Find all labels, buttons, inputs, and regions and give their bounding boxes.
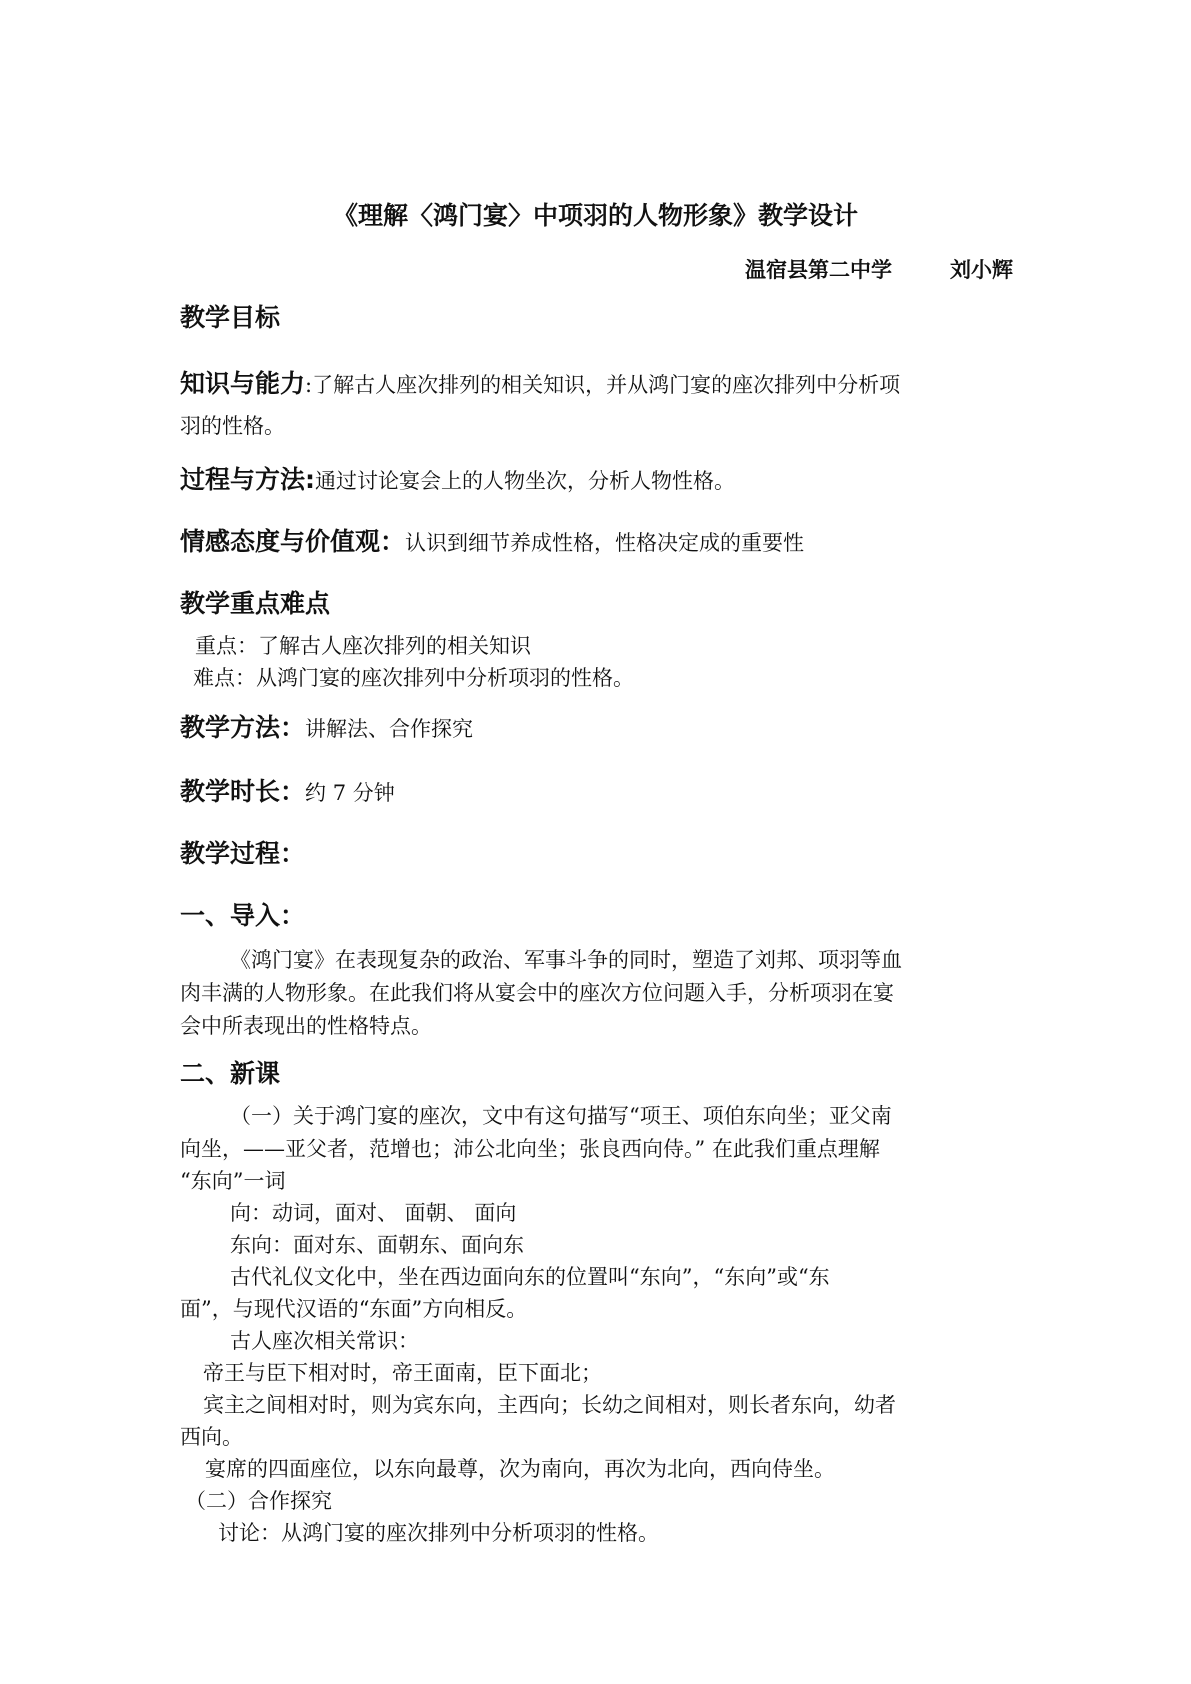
new-lesson-line: 宾主之间相对时，则为宾东向，主西向；长幼之间相对，则长者东向，幼者 (203, 1393, 896, 1417)
objective-knowledge-text: 了解古人座次排列的相关知识，并从鸿门宴的座次排列中分析项 (312, 373, 901, 397)
teaching-process-heading: 教学过程： (180, 839, 306, 868)
teaching-method-label: 教学方法： (180, 713, 306, 742)
new-lesson-line: “东向”一词 (180, 1169, 286, 1193)
author-name: 刘小辉 (950, 258, 1013, 282)
new-lesson-line: （二）合作探究 (185, 1489, 332, 1513)
author-line (745, 254, 1013, 284)
teaching-duration-text: 约 7 分钟 (305, 781, 395, 805)
intro-heading: 一、导入： (180, 901, 306, 930)
objective-knowledge-label: 知识与能力 (180, 369, 306, 398)
intro-paragraph-line: 会中所表现出的性格特点。 (180, 1014, 432, 1038)
key-points-heading: 教学重点难点 (180, 589, 331, 618)
document-title: 《理解〈鸿门宴〉中项羽的人物形象》教学设计 (332, 201, 858, 230)
new-lesson-line: （一）关于鸿门宴的座次，文中有这句描写“项王、项伯东向坐；亚父南 (230, 1104, 892, 1128)
new-lesson-line: 古人座次相关常识： (230, 1329, 419, 1353)
key-point-focus: 重点：了解古人座次排列的相关知识 (195, 634, 531, 658)
objective-emotion-text: 认识到细节养成性格，性格决定成的重要性 (405, 531, 805, 555)
teaching-duration-label: 教学时长： (180, 777, 306, 806)
objectives-heading: 教学目标 (180, 303, 281, 332)
author-school: 温宿县第二中学 (745, 258, 892, 282)
new-lesson-line: 面”，与现代汉语的“东面”方向相反。 (180, 1297, 528, 1321)
new-lesson-line: 宴席的四面座位，以东向最尊，次为南向，再次为北向，西向侍坐。 (205, 1457, 835, 1481)
objective-knowledge-text-cont: 羽的性格。 (180, 414, 285, 438)
new-lesson-line: 向：动词，面对、 面朝、 面向 (230, 1201, 517, 1225)
objective-process-label: 过程与方法: (180, 465, 315, 494)
new-lesson-line: 向坐，——亚父者，范增也；沛公北向坐；张良西向侍。” 在此我们重点理解 (180, 1137, 880, 1161)
key-point-difficulty: 难点：从鸿门宴的座次排列中分析项羽的性格。 (193, 666, 634, 690)
objective-emotion (180, 522, 804, 558)
objective-process (180, 460, 735, 496)
teaching-duration (180, 772, 395, 808)
intro-paragraph-line: 肉丰满的人物形象。在此我们将从宴会中的座次方位问题入手，分析项羽在宴 (180, 981, 894, 1005)
objective-knowledge (180, 364, 900, 400)
teaching-method-text: 讲解法、合作探究 (305, 717, 474, 741)
objective-process-text: 通过讨论宴会上的人物坐次，分析人物性格。 (315, 469, 735, 493)
intro-paragraph-line: 《鸿门宴》在表现复杂的政治、军事斗争的同时，塑造了刘邦、项羽等血 (230, 948, 902, 972)
new-lesson-line: 东向：面对东、面朝东、面向东 (230, 1233, 524, 1257)
new-lesson-line: 古代礼仪文化中，坐在西边面向东的位置叫“东向”，“东向”或“东 (230, 1265, 830, 1289)
teaching-method (180, 708, 473, 744)
objective-emotion-label: 情感态度与价值观： (180, 527, 406, 556)
new-lesson-line: 西向。 (180, 1425, 243, 1449)
objective-knowledge-sep: : (305, 373, 313, 397)
new-lesson-heading: 二、新课 (180, 1059, 281, 1088)
new-lesson-line: 讨论：从鸿门宴的座次排列中分析项羽的性格。 (218, 1521, 659, 1545)
new-lesson-line: 帝王与臣下相对时，帝王面南，臣下面北； (203, 1361, 602, 1385)
